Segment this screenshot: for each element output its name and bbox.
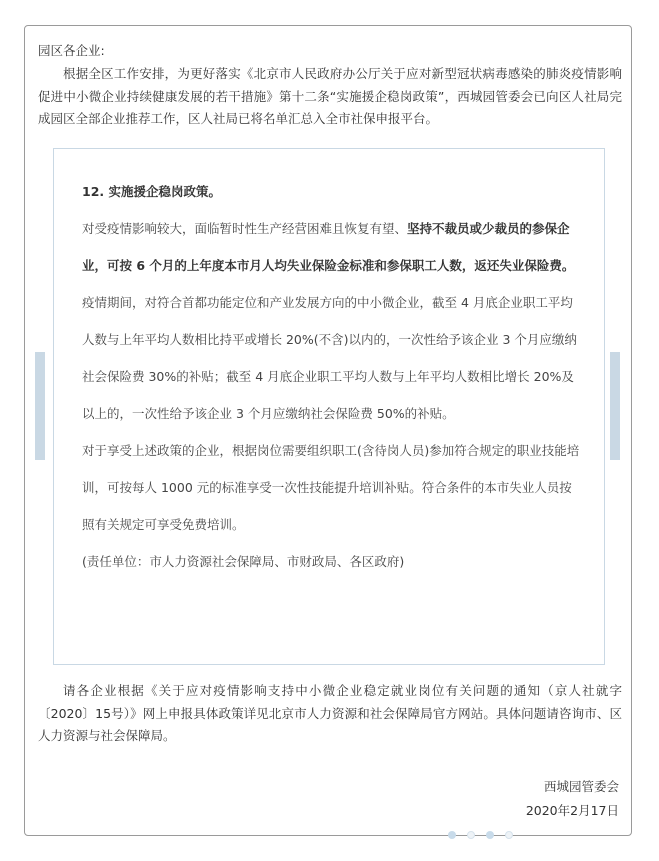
signature-organization: 西城园管委会 [543,779,619,794]
policy-excerpt-box [53,148,605,665]
carousel-pagination [448,831,513,839]
policy-paragraph-1 [82,210,582,284]
signature-date: 2020年2月17日 [525,803,619,818]
policy-content [82,173,582,580]
carousel-dot-1[interactable] [448,831,456,839]
carousel-dot-2[interactable] [467,831,475,839]
policy-paragraph-2: 疫情期间，对符合首都功能定位和产业发展方向的中小微企业，截至 4 月底企业职工平均人数与上年平均人数相比持平或增长 20%(不含)以内的，一次性给予该企业 3 个月应缴纳社会保险费 30%的补贴；截至 4 月底企业职工平均人数与上年平均人数相比增长 20%及以上的，一次性给予该企业 3 个月应缴纳社会保险费 50%的补贴。 [82,295,577,421]
carousel-dot-3[interactable] [486,831,494,839]
carousel-next-handle[interactable] [610,352,620,460]
notice-intro: 根据全区工作安排，为更好落实《北京市人民政府办公厅关于应对新型冠状病毒感染的肺炎疫情影响促进中小微企业持续健康发展的若干措施》第十二条“实施援企稳岗政策”，西城园管委会已向区人社局完成园区全部企业推荐工作，区人社局已将名单汇总入全市社保申报平台。 [38,66,622,126]
policy-title: 12. 实施援企稳岗政策。 [82,184,221,199]
policy-paragraph-3: 对于享受上述政策的企业，根据岗位需要组织职工(含待岗人员)参加符合规定的职业技能培训，可按每人 1000 元的标准享受一次性技能提升培训补贴。符合条件的本市失业人员按照有关规定可享受免费培训。 [82,443,580,532]
notice-greeting: 园区各企业: [38,43,105,58]
policy-paragraph-1-normal: 对受疫情影响较大，面临暂时性生产经营困难且恢复有望、 [82,221,408,236]
carousel-prev-handle[interactable] [35,352,45,460]
carousel-dot-4[interactable] [505,831,513,839]
policy-responsible-units: (责任单位：市人力资源社会保障局、市财政局、各区政府) [82,554,405,569]
notice-closing: 请各企业根据《关于应对疫情影响支持中小微企业稳定就业岗位有关问题的通知（京人社就字〔2020〕15号）》网上申报具体政策详见北京市人力资源和社会保障局官方网站。具体问题请咨询市、区人力资源与社会保障局。 [38,683,622,743]
policy-paragraph-1-bold: 坚持不裁员或少裁员的参保企业，可按 6 个月的上年度本市月人均失业保险金标准和参保职工人数，返还失业保险费。 [82,221,575,273]
